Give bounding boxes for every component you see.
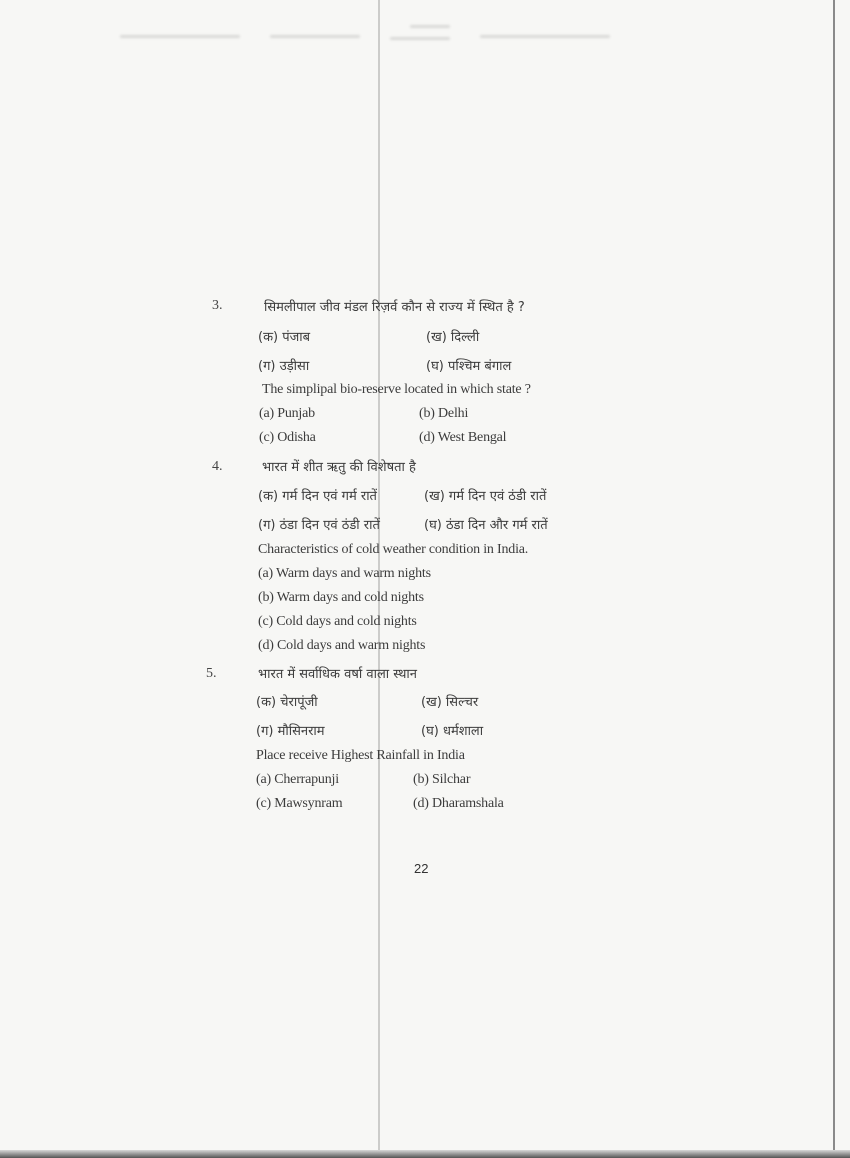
hindi-option-b: (ख) सिल्चर — [421, 695, 479, 710]
english-option-a: (a) Punjab — [259, 406, 315, 421]
bleed-through-text — [120, 25, 740, 55]
hindi-option-c: (ग) ठंडा दिन एवं ठंडी रातें — [258, 518, 380, 533]
english-option-d: (d) West Bengal — [419, 430, 507, 445]
english-option-a: (a) Warm days and warm nights — [258, 566, 431, 581]
page-edge-bottom — [0, 1150, 850, 1158]
question-number: 5. — [206, 666, 217, 681]
hindi-question-text: भारत में शीत ऋतु की विशेषता है — [262, 460, 416, 475]
english-option-b: (b) Silchar — [413, 772, 471, 787]
page-number: 22 — [414, 861, 429, 876]
hindi-question-text: भारत में सर्वाधिक वर्षा वाला स्थान — [258, 667, 417, 682]
english-question-text: Characteristics of cold weather condition in India. — [258, 542, 529, 557]
question-number: 3. — [212, 298, 223, 313]
english-question-text: Place receive Highest Rainfall in India — [256, 748, 465, 763]
hindi-option-d: (घ) ठंडा दिन और गर्म रातें — [424, 518, 548, 533]
hindi-option-a: (क) गर्म दिन एवं गर्म रातें — [258, 489, 377, 504]
english-option-a: (a) Cherrapunji — [256, 772, 339, 787]
english-question-text: The simplipal bio-reserve located in which state ? — [262, 382, 531, 397]
hindi-option-b: (ख) गर्म दिन एवं ठंडी रातें — [424, 489, 547, 504]
hindi-question-text: सिमलीपाल जीव मंडल रिज़र्व कौन से राज्य में स्थित है ? — [264, 300, 525, 315]
english-option-d: (d) Dharamshala — [413, 796, 504, 811]
english-option-c: (c) Odisha — [259, 430, 316, 445]
english-option-b: (b) Warm days and cold nights — [258, 590, 424, 605]
english-option-c: (c) Cold days and cold nights — [258, 614, 417, 629]
english-option-b: (b) Delhi — [419, 406, 469, 421]
page-edge-right — [833, 0, 835, 1158]
hindi-option-c: (ग) मौसिनराम — [256, 724, 325, 739]
english-option-d: (d) Cold days and warm nights — [258, 638, 426, 653]
hindi-option-d: (घ) धर्मशाला — [421, 724, 484, 739]
hindi-option-d: (घ) पश्चिम बंगाल — [426, 359, 512, 374]
english-option-c: (c) Mawsynram — [256, 796, 343, 811]
hindi-option-b: (ख) दिल्ली — [426, 330, 480, 345]
hindi-option-a: (क) पंजाब — [258, 330, 311, 345]
hindi-option-c: (ग) उड़ीसा — [258, 359, 310, 374]
hindi-option-a: (क) चेरापूंजी — [256, 695, 318, 710]
question-number: 4. — [212, 459, 223, 474]
